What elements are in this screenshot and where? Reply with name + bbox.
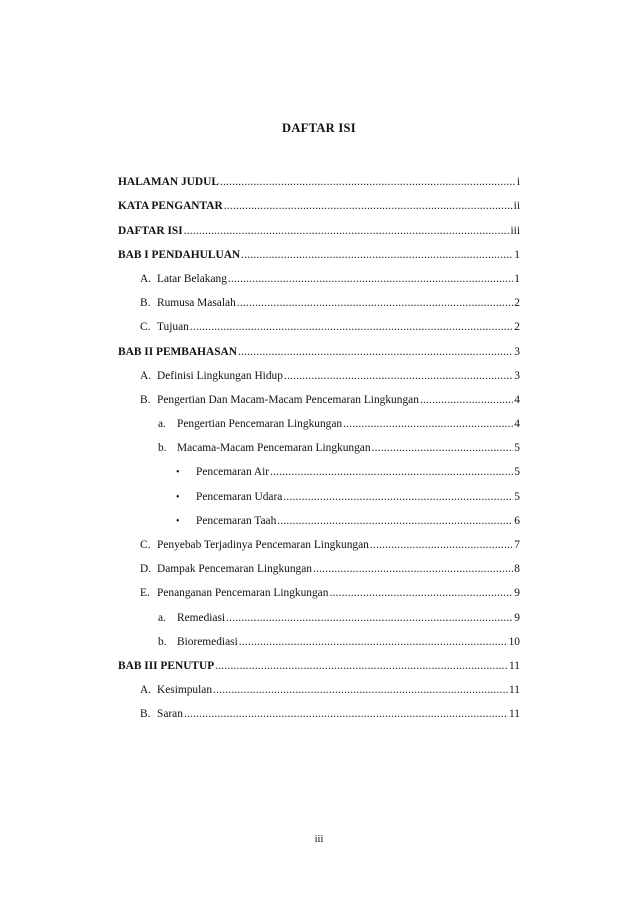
toc-entry-label bbox=[176, 466, 269, 478]
dot-leader bbox=[270, 466, 513, 478]
toc-entry bbox=[118, 575, 520, 599]
toc-entry-text: DAFTAR ISI bbox=[118, 224, 183, 237]
toc-entry-page: 7 bbox=[514, 539, 520, 551]
toc-entry-label bbox=[118, 346, 237, 358]
dot-leader bbox=[184, 225, 510, 237]
dot-leader bbox=[343, 418, 513, 430]
toc-entry bbox=[118, 454, 520, 478]
toc-entry bbox=[118, 285, 520, 309]
toc-entry-page: 4 bbox=[514, 418, 520, 431]
toc-entry-label bbox=[158, 636, 238, 648]
dot-leader bbox=[215, 660, 508, 672]
dot-leader bbox=[284, 370, 513, 382]
dot-leader bbox=[237, 297, 514, 309]
dot-leader bbox=[213, 684, 508, 696]
toc-entry-marker: C. bbox=[140, 539, 151, 551]
dot-leader bbox=[220, 176, 516, 188]
toc-entry bbox=[118, 478, 520, 502]
toc-entry-text: Pencemaran Udara bbox=[196, 490, 283, 503]
toc-entry-page: ii bbox=[513, 200, 520, 213]
toc-entry-text: Dampak Pencemaran Lingkungan bbox=[157, 563, 312, 576]
dot-leader bbox=[313, 563, 513, 575]
toc-entry-page: 9 bbox=[514, 611, 520, 624]
dot-leader bbox=[239, 636, 508, 648]
toc-entry-text: Latar Belakang bbox=[157, 272, 227, 285]
toc-entry-text: Pengertian Dan Macam-Macam Pencemaran Lingkungan bbox=[157, 393, 419, 406]
toc-entry-marker: A. bbox=[140, 684, 152, 697]
toc-entry-label bbox=[158, 612, 225, 624]
toc-entry bbox=[118, 188, 520, 212]
toc-entry-page: 8 bbox=[514, 563, 520, 576]
toc-entry bbox=[118, 261, 520, 285]
toc-entry-page: 2 bbox=[514, 297, 520, 310]
toc-entry-text: Pencemaran Taah bbox=[196, 514, 277, 527]
toc-entry-marker: B. bbox=[140, 708, 151, 721]
dot-leader bbox=[420, 394, 513, 406]
toc-entry-label bbox=[176, 515, 276, 527]
toc-entry-text: Penyebab Terjadinya Pencemaran Lingkungan bbox=[157, 539, 369, 551]
dot-leader bbox=[329, 587, 513, 599]
toc-entry bbox=[118, 599, 520, 623]
toc-entry-marker: a. bbox=[158, 418, 166, 431]
toc-entry bbox=[118, 333, 520, 357]
toc-entry-marker: B. bbox=[140, 297, 151, 310]
toc-entry-text: Bioremediasi bbox=[177, 635, 238, 648]
toc-entry-page: 5 bbox=[514, 490, 520, 503]
toc-entry-label bbox=[140, 370, 283, 382]
toc-entry bbox=[118, 164, 520, 188]
toc-entry-text: HALAMAN JUDUL bbox=[118, 176, 219, 189]
dot-leader bbox=[190, 321, 513, 333]
toc-entry bbox=[118, 212, 520, 236]
toc-entry bbox=[118, 358, 520, 382]
toc-entry-page: 4 bbox=[514, 393, 520, 406]
toc-entry-marker: A. bbox=[140, 369, 152, 382]
page-number: iii bbox=[314, 834, 324, 845]
toc-entry-page: 6 bbox=[514, 514, 520, 527]
toc-entry-text: Kesimpulan bbox=[157, 684, 213, 697]
toc-entry bbox=[118, 406, 520, 430]
toc-entry-label bbox=[140, 273, 227, 285]
toc-entry-label bbox=[118, 200, 223, 212]
toc-entry-text: Rumusa Masalah bbox=[157, 297, 236, 310]
toc-entry-label bbox=[140, 684, 212, 696]
toc-entry-text: Pengertian Pencemaran Lingkungan bbox=[177, 418, 343, 431]
toc-entry-marker: a. bbox=[158, 611, 166, 624]
dot-leader bbox=[238, 346, 513, 358]
toc-entry-marker: b. bbox=[158, 442, 167, 455]
toc-entry bbox=[118, 648, 520, 672]
bullet-icon: • bbox=[176, 515, 180, 527]
toc-entry bbox=[118, 237, 520, 261]
toc-entry bbox=[118, 551, 520, 575]
bullet-icon: • bbox=[176, 491, 180, 503]
toc-entry-page: 11 bbox=[509, 684, 520, 697]
toc-entry-page: i bbox=[516, 176, 520, 189]
toc-entry-label bbox=[140, 321, 189, 333]
toc-entry bbox=[118, 382, 520, 406]
toc-entry-text: Saran bbox=[157, 708, 183, 721]
toc-entry-label bbox=[158, 442, 371, 454]
toc-entry-text: Pencemaran Air bbox=[196, 466, 270, 479]
dot-leader bbox=[370, 539, 513, 551]
toc-entry-page: 1 bbox=[514, 272, 520, 285]
bullet-icon: • bbox=[176, 467, 180, 479]
toc-entry-label bbox=[140, 297, 236, 309]
toc-entry-label bbox=[140, 539, 369, 551]
toc-entry-text: Penanganan Pencemaran Lingkungan bbox=[157, 587, 329, 600]
toc-entry-text: BAB II PEMBAHASAN bbox=[118, 345, 237, 358]
dot-leader bbox=[224, 200, 513, 212]
toc-entry bbox=[118, 672, 520, 696]
toc-entry-label bbox=[118, 176, 219, 188]
toc-entry-page: 11 bbox=[509, 659, 520, 672]
toc-entry-page: 9 bbox=[514, 587, 520, 600]
toc-entry-page: 5 bbox=[514, 442, 520, 455]
toc-entry-label bbox=[158, 418, 342, 430]
toc-entry-page: 3 bbox=[514, 369, 520, 382]
toc-entry-text: Tujuan bbox=[157, 321, 189, 334]
toc-entry bbox=[118, 624, 520, 648]
dot-leader bbox=[277, 515, 513, 527]
toc-entry-page: 2 bbox=[514, 321, 520, 334]
toc-entry-marker: D. bbox=[140, 563, 152, 576]
toc-entry-page: 11 bbox=[509, 708, 520, 721]
toc-entry bbox=[118, 309, 520, 333]
toc-entry-text: Remediasi bbox=[177, 611, 226, 624]
toc-entry-marker: E. bbox=[140, 587, 150, 600]
toc-entry-text: KATA PENGANTAR bbox=[118, 200, 223, 213]
toc-entry-page: 1 bbox=[514, 248, 520, 261]
toc-entry-label bbox=[118, 249, 240, 261]
toc-entry-marker: A. bbox=[140, 272, 152, 285]
toc-entry-page: 5 bbox=[514, 466, 520, 479]
toc-entry-text: BAB I PENDAHULUAN bbox=[118, 248, 241, 261]
toc-entry-label bbox=[140, 708, 183, 720]
dot-leader bbox=[283, 491, 513, 503]
toc-entry-label bbox=[118, 225, 183, 237]
dot-leader bbox=[372, 442, 514, 454]
toc-entry-label bbox=[176, 491, 282, 503]
toc-entry bbox=[118, 430, 520, 454]
toc-entry-label bbox=[118, 660, 214, 672]
toc-entry bbox=[118, 696, 520, 720]
toc-entry bbox=[118, 527, 520, 551]
toc-entry-marker: b. bbox=[158, 635, 167, 648]
page-title: DAFTAR ISI bbox=[282, 121, 356, 135]
toc-entry-marker: B. bbox=[140, 393, 151, 406]
toc-entry-page: iii bbox=[510, 224, 520, 237]
dot-leader bbox=[184, 708, 508, 720]
toc-entry-page: 10 bbox=[508, 635, 520, 648]
table-of-contents bbox=[118, 164, 520, 720]
toc-entry-label bbox=[140, 587, 328, 599]
dot-leader bbox=[228, 273, 513, 285]
toc-entry-text: BAB III PENUTUP bbox=[118, 659, 215, 672]
toc-entry-text: Definisi Lingkungan Hidup bbox=[157, 369, 283, 382]
toc-entry-label bbox=[140, 394, 419, 406]
toc-entry-marker: C. bbox=[140, 321, 151, 334]
toc-entry-text: Macama-Macam Pencemaran Lingkungan bbox=[177, 442, 371, 455]
toc-entry bbox=[118, 503, 520, 527]
dot-leader bbox=[226, 612, 513, 624]
dot-leader bbox=[241, 249, 513, 261]
toc-entry-page: 3 bbox=[514, 345, 520, 358]
toc-entry-label bbox=[140, 563, 312, 575]
